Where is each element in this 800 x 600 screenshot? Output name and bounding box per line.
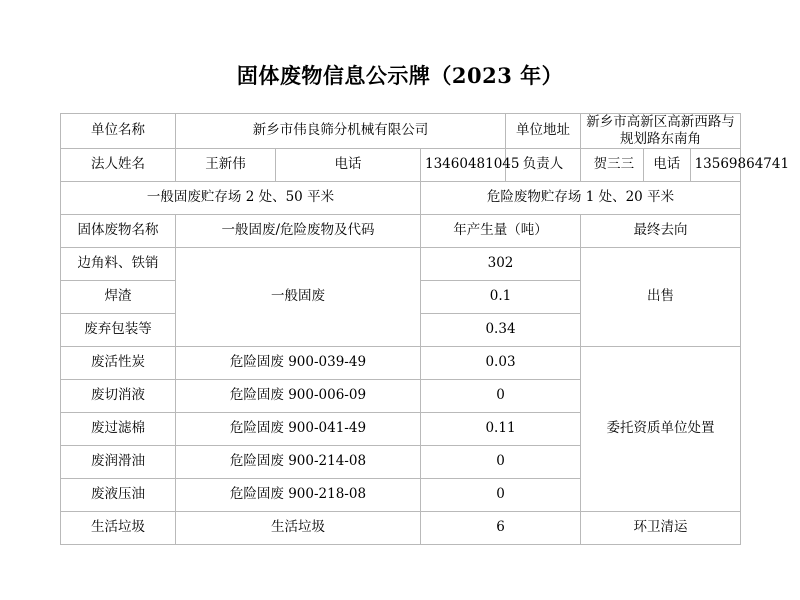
unit-name-label: 单位名称 bbox=[61, 114, 176, 149]
table-row bbox=[61, 511, 741, 544]
annual-amount: 0 bbox=[421, 445, 581, 478]
waste-name: 废润滑油 bbox=[61, 445, 176, 478]
manager-value: 贺三三 bbox=[593, 156, 635, 173]
manager-label-text: 负责人 bbox=[522, 156, 564, 173]
table-row bbox=[61, 346, 741, 379]
manager-phone-label: 电话 bbox=[643, 149, 690, 181]
category-code: 生活垃圾 bbox=[176, 511, 421, 544]
waste-name: 废液压油 bbox=[61, 478, 176, 511]
waste-name: 焊渣 bbox=[61, 280, 176, 313]
hazardous-waste-storage: 危险废物贮存场 1 处、20 平米 bbox=[421, 181, 741, 214]
waste-name: 边角料、铁销 bbox=[61, 247, 176, 280]
table-row bbox=[61, 148, 741, 181]
category-code: 危险固废 900-041-49 bbox=[176, 412, 421, 445]
category-code: 危险固废 900-006-09 bbox=[176, 379, 421, 412]
table-row bbox=[61, 181, 741, 214]
waste-name: 废活性炭 bbox=[61, 346, 176, 379]
annual-amount: 0.03 bbox=[421, 346, 581, 379]
table-header-row bbox=[61, 214, 741, 247]
annual-amount: 6 bbox=[421, 511, 581, 544]
category-code: 一般固废 bbox=[176, 247, 421, 346]
waste-name: 废弃包装等 bbox=[61, 313, 176, 346]
unit-address-value: 新乡市高新区高新西路与规划路东南角 bbox=[581, 114, 741, 149]
category-code: 危险固废 900-039-49 bbox=[176, 346, 421, 379]
waste-name: 废过滤棉 bbox=[61, 412, 176, 445]
final-destination: 环卫清运 bbox=[581, 511, 741, 544]
column-header-waste-name: 固体废物名称 bbox=[61, 214, 176, 247]
page-title: 固体废物信息公示牌（2023 年） bbox=[236, 63, 564, 88]
manager-phone-value: 13569864741 bbox=[694, 156, 790, 173]
category-code: 危险固废 900-214-08 bbox=[176, 445, 421, 478]
legal-phone-value: 13460481045 bbox=[421, 148, 506, 181]
manager-info-cell bbox=[581, 148, 790, 181]
legal-phone-label: 电话 bbox=[334, 156, 362, 173]
column-header-annual-amount: 年产生量（吨） bbox=[421, 214, 581, 247]
waste-name: 废切消液 bbox=[61, 379, 176, 412]
column-header-category-code: 一般固废/危险废物及代码 bbox=[176, 214, 421, 247]
annual-amount: 0 bbox=[421, 478, 581, 511]
waste-name: 生活垃圾 bbox=[61, 511, 176, 544]
solid-waste-information-board-table bbox=[60, 113, 790, 545]
table-row bbox=[61, 247, 741, 280]
annual-amount: 0.1 bbox=[421, 280, 581, 313]
unit-address-label: 单位地址 bbox=[506, 114, 581, 149]
annual-amount: 302 bbox=[421, 247, 581, 280]
legal-person-label: 法人姓名 bbox=[61, 148, 176, 181]
category-code: 危险固废 900-218-08 bbox=[176, 478, 421, 511]
unit-name-value: 新乡市伟良筛分机械有限公司 bbox=[176, 114, 506, 149]
final-destination: 委托资质单位处置 bbox=[581, 346, 741, 511]
annual-amount: 0.11 bbox=[421, 412, 581, 445]
annual-amount: 0 bbox=[421, 379, 581, 412]
general-waste-storage: 一般固废贮存场 2 处、50 平米 bbox=[61, 181, 421, 214]
legal-phone-cell bbox=[276, 148, 421, 181]
final-destination: 出售 bbox=[581, 247, 741, 346]
legal-person-value: 王新伟 bbox=[176, 148, 276, 181]
annual-amount: 0.34 bbox=[421, 313, 581, 346]
table-row bbox=[61, 114, 741, 149]
column-header-final-destination: 最终去向 bbox=[581, 214, 741, 247]
